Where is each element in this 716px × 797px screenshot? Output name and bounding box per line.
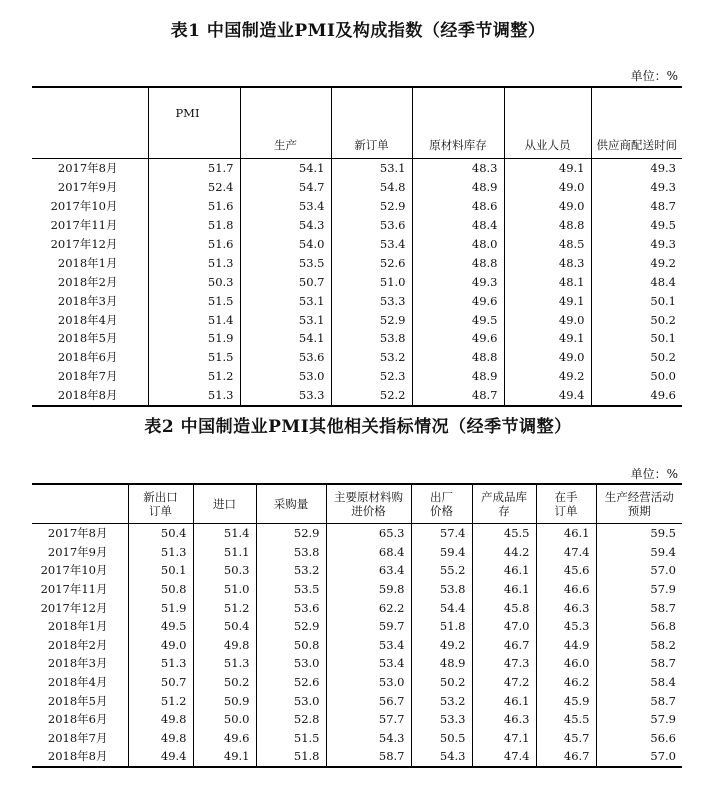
table-cell-value: 54.0 <box>240 235 331 254</box>
table-cell-value: 52.9 <box>331 197 412 216</box>
table-cell-value: 49.0 <box>504 310 591 329</box>
table1-header-cell: 生产 <box>240 87 331 159</box>
table-cell-value: 54.1 <box>240 329 331 348</box>
table1-unit-label: 单位：% <box>630 69 678 83</box>
table-row <box>32 272 682 291</box>
table-cell-value: 51.8 <box>411 617 472 636</box>
table-cell-value: 52.4 <box>148 178 240 197</box>
table-cell-value: 49.1 <box>504 329 591 348</box>
table-cell-value: 56.6 <box>596 729 682 748</box>
table-cell-value: 54.1 <box>240 159 331 178</box>
table-cell-value: 53.4 <box>240 197 331 216</box>
table-cell-value: 53.6 <box>240 348 331 367</box>
table-cell-value: 53.2 <box>411 691 472 710</box>
table-cell-value: 55.2 <box>411 561 472 580</box>
table-cell-value: 49.2 <box>504 367 591 386</box>
table-cell-value: 58.7 <box>596 691 682 710</box>
row-label-month: 2018年6月 <box>47 712 108 727</box>
table-cell-value: 51.2 <box>128 691 193 710</box>
table-cell-value: 51.2 <box>148 367 240 386</box>
table-row <box>32 178 682 197</box>
row-label-month: 2017年9月 <box>57 180 118 195</box>
table-cell-value: 51.2 <box>193 598 256 617</box>
table-cell-value: 65.3 <box>326 524 411 543</box>
table-cell-value: 48.1 <box>504 272 591 291</box>
table-cell-value: 50.8 <box>256 636 326 655</box>
table-cell-value: 53.0 <box>326 673 411 692</box>
table2-unit-label: 单位：% <box>630 467 678 481</box>
table1-header-corner <box>32 87 148 159</box>
row-label-month: 2018年8月 <box>32 747 128 767</box>
table2-title: 表2 中国制造业PMI其他相关指标情况（经季节调整） <box>144 417 572 437</box>
row-label-month: 2018年3月 <box>57 293 118 308</box>
table2-header-cell: 出厂价格 <box>411 484 472 524</box>
table2-header-cell: 采购量 <box>256 484 326 524</box>
table-cell-value: 59.8 <box>326 580 411 599</box>
table-cell-value: 46.6 <box>536 580 596 599</box>
table-cell-value: 53.4 <box>326 654 411 673</box>
table-cell-value: 49.0 <box>504 197 591 216</box>
table-cell-value: 49.1 <box>504 291 591 310</box>
row-label-month: 2018年2月 <box>47 637 108 652</box>
table-cell-value: 48.0 <box>412 235 504 254</box>
table-cell-value: 50.0 <box>193 710 256 729</box>
table-cell-value: 53.3 <box>240 386 331 406</box>
table-cell-value: 48.7 <box>591 197 682 216</box>
table-cell-value: 53.8 <box>411 580 472 599</box>
table-cell-value: 49.8 <box>128 729 193 748</box>
table-row <box>32 235 682 254</box>
table-cell-value: 62.2 <box>326 598 411 617</box>
table-cell-value: 51.6 <box>148 197 240 216</box>
table-cell-value: 49.1 <box>504 159 591 178</box>
table-cell-value: 58.7 <box>326 747 411 767</box>
row-label-month: 2018年7月 <box>57 369 118 384</box>
row-label-month: 2018年5月 <box>57 331 118 346</box>
table-cell-value: 49.5 <box>412 310 504 329</box>
row-label-month: 2017年12月 <box>50 237 118 251</box>
table-row <box>32 310 682 329</box>
table-cell-value: 50.5 <box>411 729 472 748</box>
table-cell-value: 48.9 <box>411 654 472 673</box>
table-cell-value: 49.2 <box>411 636 472 655</box>
table-cell-value: 51.3 <box>193 654 256 673</box>
table1-header-cell: 新订单 <box>331 87 412 159</box>
row-label-month: 2018年3月 <box>47 656 108 671</box>
table-cell-value: 53.1 <box>331 159 412 178</box>
table-cell-value: 53.5 <box>256 580 326 599</box>
table-cell-value: 48.8 <box>412 348 504 367</box>
table-cell-value: 48.7 <box>412 386 504 406</box>
table-cell-value: 51.9 <box>128 598 193 617</box>
table-cell-value: 46.1 <box>472 561 536 580</box>
table-cell-value: 50.9 <box>193 691 256 710</box>
table-cell-value: 46.7 <box>472 636 536 655</box>
table-row <box>32 636 682 655</box>
table2-header-cell: 产成品库存 <box>472 484 536 524</box>
table1-pmi-components <box>32 86 682 407</box>
table-cell-value: 49.3 <box>412 272 504 291</box>
table-row <box>32 617 682 636</box>
table-cell-value: 59.7 <box>326 617 411 636</box>
table-row <box>32 561 682 580</box>
table-cell-value: 53.1 <box>240 291 331 310</box>
row-label-month: 2018年7月 <box>47 730 108 745</box>
table-cell-value: 49.8 <box>128 710 193 729</box>
table-row <box>32 747 682 767</box>
table-cell-value: 54.4 <box>411 598 472 617</box>
table1-header-row <box>32 87 682 159</box>
row-label-month: 2018年4月 <box>47 675 108 690</box>
table1-header-cell: 供应商配送时间 <box>591 87 682 159</box>
table-cell-value: 46.3 <box>536 598 596 617</box>
table-cell-value: 44.2 <box>472 543 536 562</box>
table-cell-value: 57.9 <box>596 580 682 599</box>
table-cell-value: 57.7 <box>326 710 411 729</box>
row-label-month: 2018年2月 <box>57 274 118 289</box>
row-label-month: 2017年9月 <box>47 544 108 559</box>
table-cell-value: 53.2 <box>256 561 326 580</box>
table-cell-value: 51.0 <box>193 580 256 599</box>
table-row <box>32 329 682 348</box>
table-cell-value: 53.3 <box>331 291 412 310</box>
table-cell-value: 58.7 <box>596 654 682 673</box>
table1-header-cell: 原材料库存 <box>412 87 504 159</box>
table-cell-value: 51.4 <box>148 310 240 329</box>
row-label-month: 2017年10月 <box>50 199 118 214</box>
table-cell-value: 51.3 <box>128 543 193 562</box>
table-cell-value: 48.4 <box>412 216 504 235</box>
row-label-month: 2018年1月 <box>47 619 108 634</box>
row-label-month: 2017年11月 <box>50 218 118 233</box>
table-cell-value: 48.6 <box>412 197 504 216</box>
table-cell-value: 47.0 <box>472 617 536 636</box>
table-cell-value: 54.8 <box>331 178 412 197</box>
table-cell-value: 58.4 <box>596 673 682 692</box>
table-cell-value: 57.9 <box>596 710 682 729</box>
table-cell-value: 57.0 <box>596 561 682 580</box>
table1-header-cell: 从业人员 <box>504 87 591 159</box>
table-cell-value: 45.9 <box>536 691 596 710</box>
table-cell-value: 53.5 <box>240 253 331 272</box>
table-row <box>32 348 682 367</box>
row-label-month: 2017年8月 <box>47 526 108 541</box>
table-cell-value: 44.9 <box>536 636 596 655</box>
table-row <box>32 216 682 235</box>
table-cell-value: 53.8 <box>256 543 326 562</box>
table-cell-value: 56.7 <box>326 691 411 710</box>
table-cell-value: 53.6 <box>256 598 326 617</box>
table-cell-value: 51.4 <box>193 524 256 543</box>
table-cell-value: 52.6 <box>331 253 412 272</box>
table-row <box>32 367 682 386</box>
table-row <box>32 729 682 748</box>
table-cell-value: 51.8 <box>256 747 326 767</box>
table-cell-value: 49.5 <box>591 216 682 235</box>
table-cell-value: 45.8 <box>472 598 536 617</box>
table-cell-value: 50.3 <box>193 561 256 580</box>
table-cell-value: 49.5 <box>128 617 193 636</box>
table-cell-value: 59.4 <box>411 543 472 562</box>
table-cell-value: 46.1 <box>536 524 596 543</box>
table-cell-value: 49.0 <box>128 636 193 655</box>
table-cell-value: 49.6 <box>412 291 504 310</box>
table-cell-value: 50.2 <box>591 310 682 329</box>
table-cell-value: 51.7 <box>148 159 240 178</box>
table-cell-value: 57.0 <box>596 747 682 767</box>
table-cell-value: 46.7 <box>536 747 596 767</box>
table-row <box>32 253 682 272</box>
table2-pmi-other-indicators <box>32 483 682 768</box>
table2-header-corner <box>32 484 128 524</box>
table-cell-value: 48.4 <box>591 272 682 291</box>
table-cell-value: 53.4 <box>331 235 412 254</box>
table-cell-value: 54.3 <box>240 216 331 235</box>
table-cell-value: 53.8 <box>331 329 412 348</box>
table2-header-cell: 进口 <box>193 484 256 524</box>
table-cell-value: 51.5 <box>148 348 240 367</box>
table-cell-value: 51.8 <box>148 216 240 235</box>
table-cell-value: 52.6 <box>256 673 326 692</box>
row-label-month: 2018年4月 <box>57 312 118 327</box>
table-cell-value: 49.3 <box>591 159 682 178</box>
table-cell-value: 58.7 <box>596 598 682 617</box>
table-cell-value: 46.3 <box>472 710 536 729</box>
table-cell-value: 49.0 <box>504 348 591 367</box>
table2-header-cell: 生产经营活动预期 <box>596 484 682 524</box>
row-label-month: 2017年10月 <box>40 563 108 578</box>
table-cell-value: 51.3 <box>148 386 240 406</box>
table-cell-value: 57.4 <box>411 524 472 543</box>
table1-header-cell: PMI <box>148 87 240 159</box>
row-label-month: 2018年6月 <box>57 350 118 365</box>
table-cell-value: 48.8 <box>412 253 504 272</box>
table-cell-value: 48.3 <box>412 159 504 178</box>
table-row <box>32 673 682 692</box>
table2-header-row <box>32 484 682 524</box>
row-label-month: 2017年12月 <box>40 600 108 615</box>
table-cell-value: 45.5 <box>472 524 536 543</box>
table-cell-value: 58.2 <box>596 636 682 655</box>
table-cell-value: 51.6 <box>148 235 240 254</box>
table-cell-value: 50.1 <box>128 561 193 580</box>
row-label-month: 2018年8月 <box>32 386 148 406</box>
table-row <box>32 524 682 543</box>
table-cell-value: 49.8 <box>193 636 256 655</box>
table-cell-value: 51.9 <box>148 329 240 348</box>
table-cell-value: 50.7 <box>128 673 193 692</box>
table-cell-value: 47.1 <box>472 729 536 748</box>
table-cell-value: 48.5 <box>504 235 591 254</box>
table-cell-value: 52.2 <box>331 386 412 406</box>
table-row <box>32 386 682 406</box>
table-cell-value: 53.0 <box>256 691 326 710</box>
table-cell-value: 46.2 <box>536 673 596 692</box>
table-cell-value: 49.6 <box>591 386 682 406</box>
table-cell-value: 51.5 <box>256 729 326 748</box>
table-cell-value: 52.3 <box>331 367 412 386</box>
table-cell-value: 49.3 <box>591 178 682 197</box>
table-cell-value: 50.3 <box>148 272 240 291</box>
table-cell-value: 50.8 <box>128 580 193 599</box>
table-cell-value: 53.0 <box>240 367 331 386</box>
row-label-month: 2018年5月 <box>47 693 108 708</box>
table-row <box>32 159 682 178</box>
table-cell-value: 54.3 <box>411 747 472 767</box>
table-cell-value: 52.9 <box>256 524 326 543</box>
table-cell-value: 51.3 <box>128 654 193 673</box>
table-cell-value: 54.7 <box>240 178 331 197</box>
table-cell-value: 50.2 <box>411 673 472 692</box>
table-cell-value: 50.4 <box>128 524 193 543</box>
table2-header-cell: 在手订单 <box>536 484 596 524</box>
table-cell-value: 46.1 <box>472 580 536 599</box>
table-cell-value: 53.1 <box>240 310 331 329</box>
table-cell-value: 54.3 <box>326 729 411 748</box>
table-row <box>32 654 682 673</box>
table-cell-value: 49.4 <box>504 386 591 406</box>
table-cell-value: 50.2 <box>193 673 256 692</box>
table-cell-value: 50.4 <box>193 617 256 636</box>
table-cell-value: 47.4 <box>536 543 596 562</box>
table-cell-value: 47.4 <box>472 747 536 767</box>
table-cell-value: 45.6 <box>536 561 596 580</box>
table-cell-value: 68.4 <box>326 543 411 562</box>
row-label-month: 2017年11月 <box>40 582 108 597</box>
table-cell-value: 45.7 <box>536 729 596 748</box>
table-row <box>32 580 682 599</box>
table-cell-value: 63.4 <box>326 561 411 580</box>
table-cell-value: 49.4 <box>128 747 193 767</box>
row-label-month: 2018年1月 <box>57 255 118 270</box>
table-cell-value: 50.2 <box>591 348 682 367</box>
table-cell-value: 59.5 <box>596 524 682 543</box>
table-cell-value: 53.3 <box>411 710 472 729</box>
table-cell-value: 53.4 <box>326 636 411 655</box>
table-cell-value: 51.3 <box>148 253 240 272</box>
table-cell-value: 45.3 <box>536 617 596 636</box>
table-cell-value: 46.1 <box>472 691 536 710</box>
table-cell-value: 46.0 <box>536 654 596 673</box>
table-cell-value: 53.6 <box>331 216 412 235</box>
row-label-month: 2017年8月 <box>57 161 118 176</box>
table-row <box>32 291 682 310</box>
table-cell-value: 51.1 <box>193 543 256 562</box>
table2-header-cell: 新出口订单 <box>128 484 193 524</box>
table-cell-value: 51.5 <box>148 291 240 310</box>
table-cell-value: 50.7 <box>240 272 331 291</box>
table-cell-value: 49.3 <box>591 235 682 254</box>
table-cell-value: 52.8 <box>256 710 326 729</box>
table-cell-value: 48.9 <box>412 178 504 197</box>
table-cell-value: 45.5 <box>536 710 596 729</box>
table-cell-value: 49.6 <box>193 729 256 748</box>
table-row <box>32 543 682 562</box>
table-cell-value: 47.2 <box>472 673 536 692</box>
table-cell-value: 56.8 <box>596 617 682 636</box>
table-cell-value: 47.3 <box>472 654 536 673</box>
table-cell-value: 50.0 <box>591 367 682 386</box>
table1-title: 表1 中国制造业PMI及构成指数（经季节调整） <box>170 21 546 41</box>
table-cell-value: 53.0 <box>256 654 326 673</box>
table-cell-value: 50.1 <box>591 329 682 348</box>
table-cell-value: 52.9 <box>331 310 412 329</box>
table-row <box>32 197 682 216</box>
table-cell-value: 48.3 <box>504 253 591 272</box>
table-cell-value: 59.4 <box>596 543 682 562</box>
table-cell-value: 52.9 <box>256 617 326 636</box>
table-row <box>32 691 682 710</box>
table-cell-value: 51.0 <box>331 272 412 291</box>
table-row <box>32 598 682 617</box>
table-cell-value: 49.6 <box>412 329 504 348</box>
table-cell-value: 48.9 <box>412 367 504 386</box>
table-cell-value: 49.0 <box>504 178 591 197</box>
table-cell-value: 49.1 <box>193 747 256 767</box>
table-row <box>32 710 682 729</box>
table2-header-cell: 主要原材料购进价格 <box>326 484 411 524</box>
table-cell-value: 50.1 <box>591 291 682 310</box>
table-cell-value: 49.2 <box>591 253 682 272</box>
table-cell-value: 48.8 <box>504 216 591 235</box>
table-cell-value: 53.2 <box>331 348 412 367</box>
